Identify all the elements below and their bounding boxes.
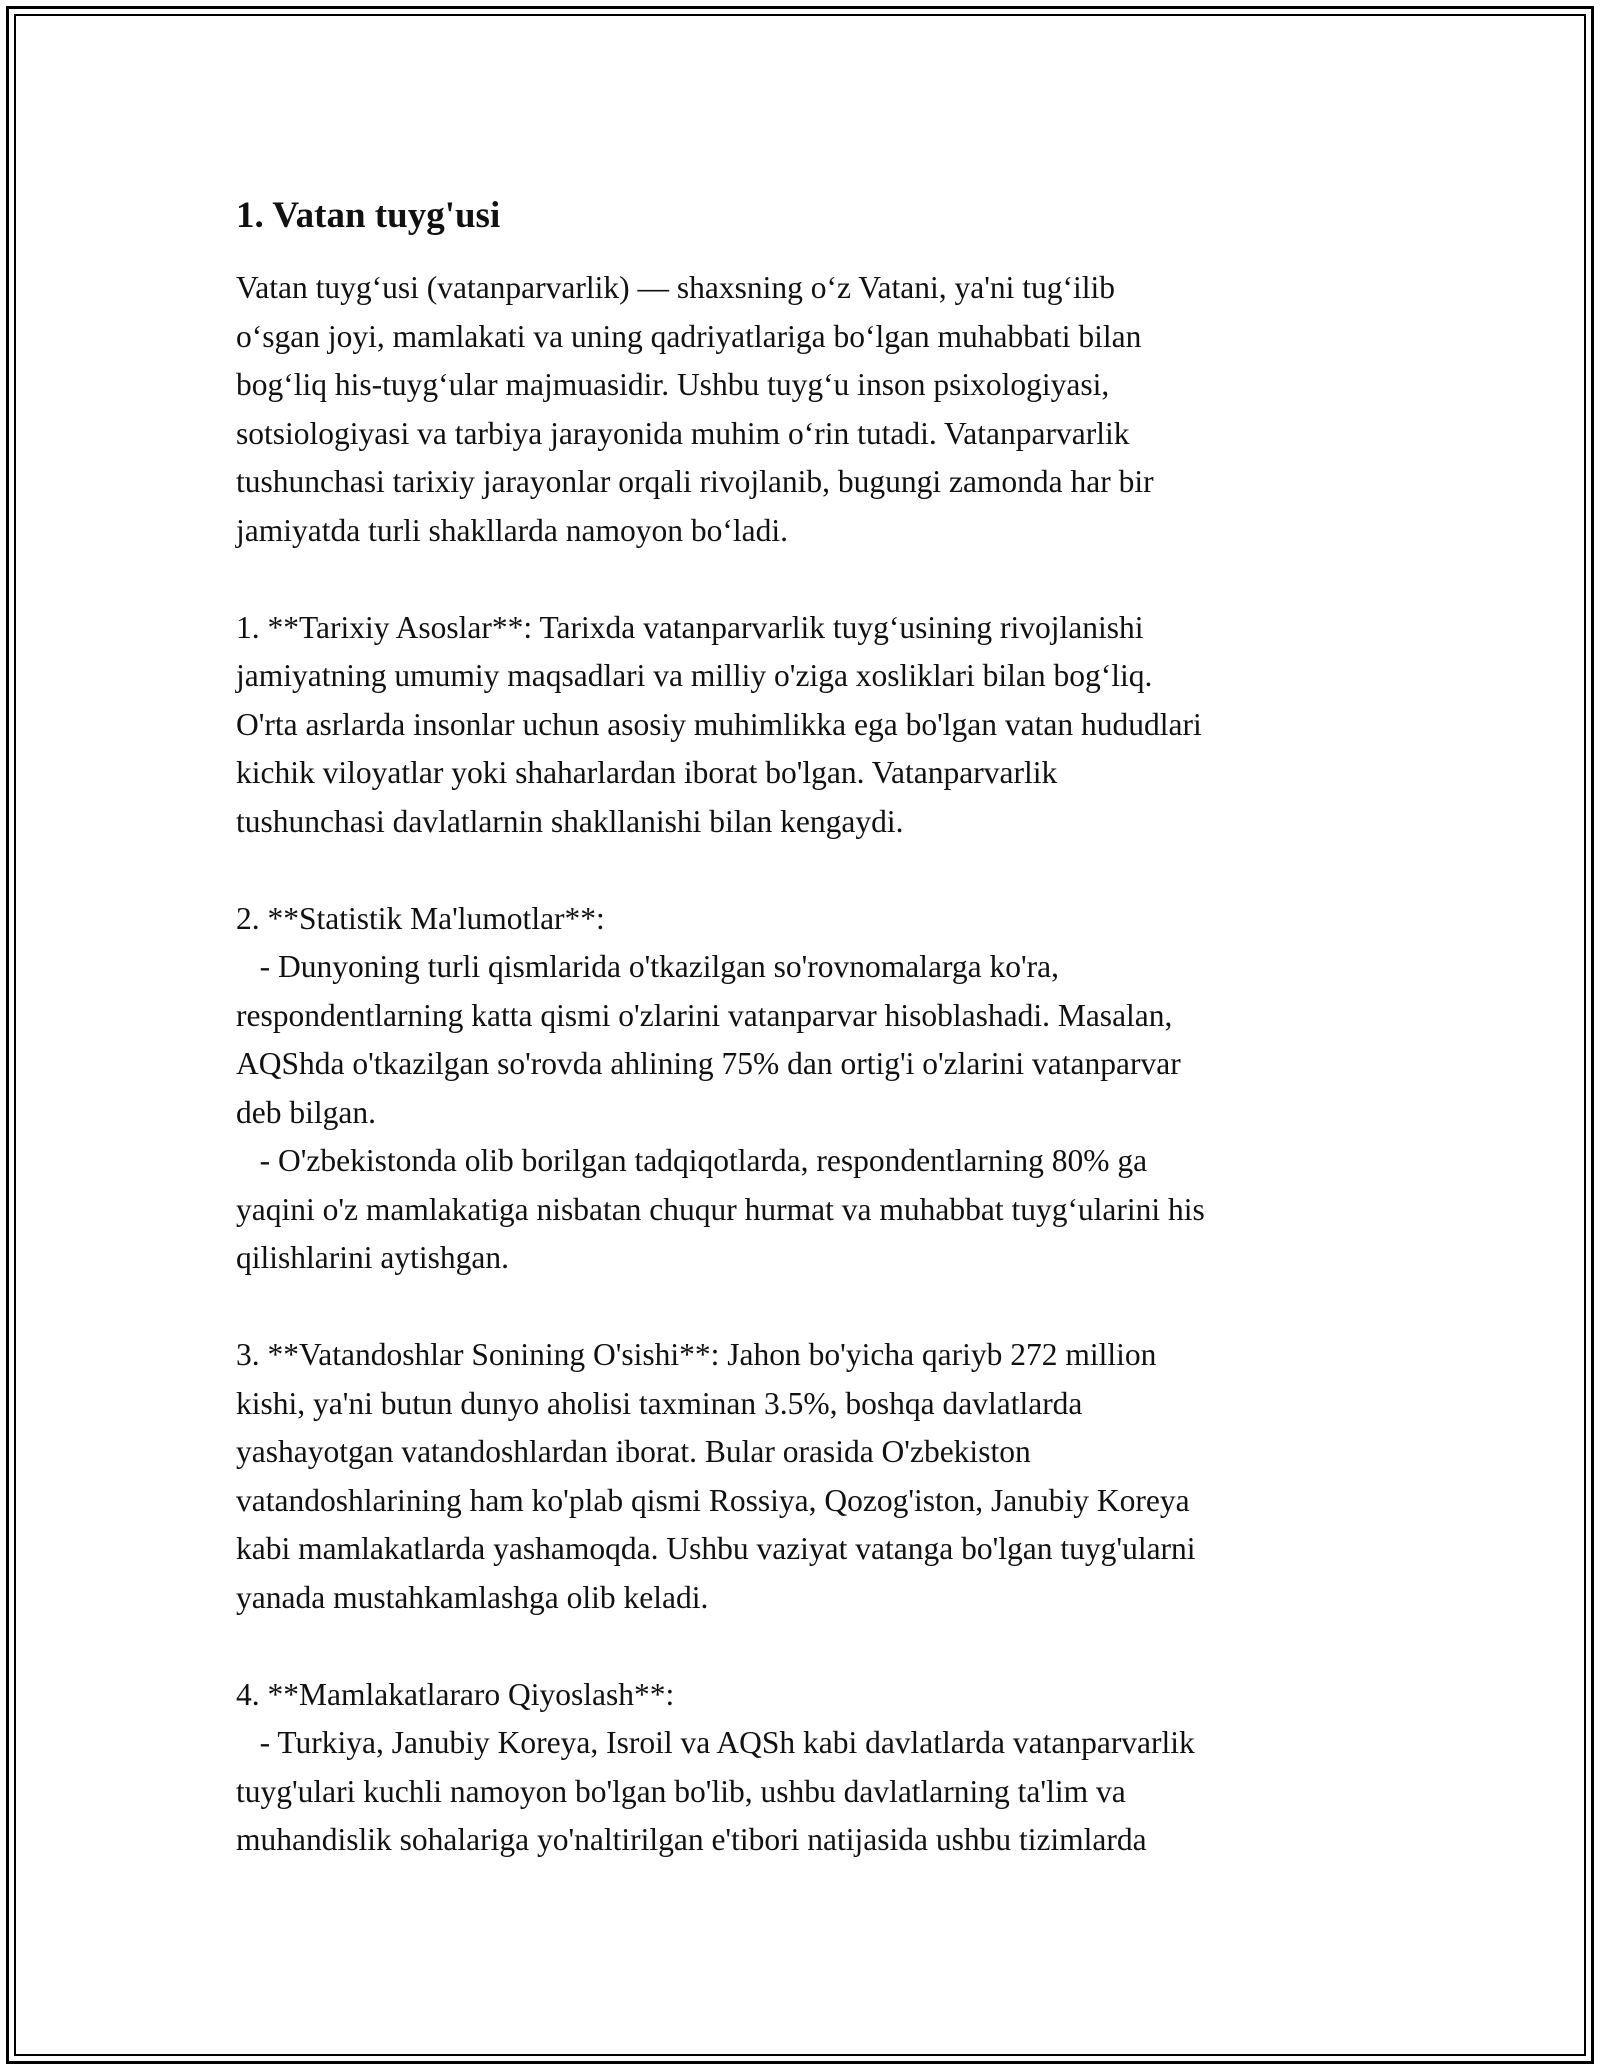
paragraph-country-comparison: 4. **Mamlakatlararo Qiyoslash**: - Turkiya, Janubiy Koreya, Isroil va AQSh kabi davlatlarda vatanparvarlik tuyg'ulari kuchli namoyon bo'lgan bo'lib, ushbu davlatlarning ta'lim va muhandislik sohalariga yo'naltirilgan e'tibori natijasida ushbu tizimlarda	[236, 1676, 1195, 1857]
paragraph-compatriots-growth: 3. **Vatandoshlar Sonining O'sishi**: Jahon bo'yicha qariyb 272 million kishi, ya'ni butun dunyo aholisi taxminan 3.5%, boshqa davlatlarda yashayotgan vatandoshlardan iborat. Bular orasida O'zbekiston vatandoshlarining ham ko'plab qismi Rossiya, Qozog'iston, Janubiy Koreya kabi mamlakatlarda yashamoqda. Ushbu vaziyat vatanga bo'lgan tuyg'ularni yanada mustahkamlashga olib keladi.	[236, 1337, 1196, 1615]
page-title: 1. Vatan tuyg'usi	[236, 195, 501, 236]
paragraph-statistics: 2. **Statistik Ma'lumotlar**: - Dunyoning turli qismlarida o'tkazilgan so'rovnomalarga ko'ra, respondentlarning katta qismi o'zlarini vatanparvar hisoblashadi. Masalan, AQShda o'tkazilgan so'rovda ahlining 75% dan ortig'i o'zlarini vatanparvar deb bilgan. - O'zbekistonda olib borilgan tadqiqotlarda, respondentlarning 80% ga yaqini o'z mamlakatiga nisbatan chuqur hurmat va muhabbat tuyg‘ularini his qilishlarini aytishgan.	[236, 900, 1205, 1275]
paragraph-historical-basis: 1. **Tarixiy Asoslar**: Tarixda vatanparvarlik tuyg‘usining rivojlanishi jamiyatning umumiy maqsadlari va milliy o'ziga xosliklari bilan bog‘liq. O'rta asrlarda insonlar uchun asosiy muhimlikka ega bo'lgan vatan hududlari kichik viloyatlar yoki shaharlardan iborat bo'lgan. Vatanparvarlik tushunchasi davlatlarnin shakllanishi bilan kengaydi.	[236, 609, 1202, 839]
document-body	[236, 180, 1376, 1865]
paragraph-intro: Vatan tuyg‘usi (vatanparvarlik) — shaxsning o‘z Vatani, ya'ni tug‘ilib o‘sgan joyi, mamlakati va uning qadriyatlariga bo‘lgan muhabbati bilan bog‘liq his-tuyg‘ular majmuasidir. Ushbu tuyg‘u inson psixologiyasi, sotsiologiyasi va tarbiya jarayonida muhim o‘rin tutadi. Vatanparvarlik tushunchasi tarixiy jarayonlar orqali rivojlanib, bugungi zamonda har bir jamiyatda turli shakllarda namoyon bo‘ladi.	[236, 270, 1154, 548]
